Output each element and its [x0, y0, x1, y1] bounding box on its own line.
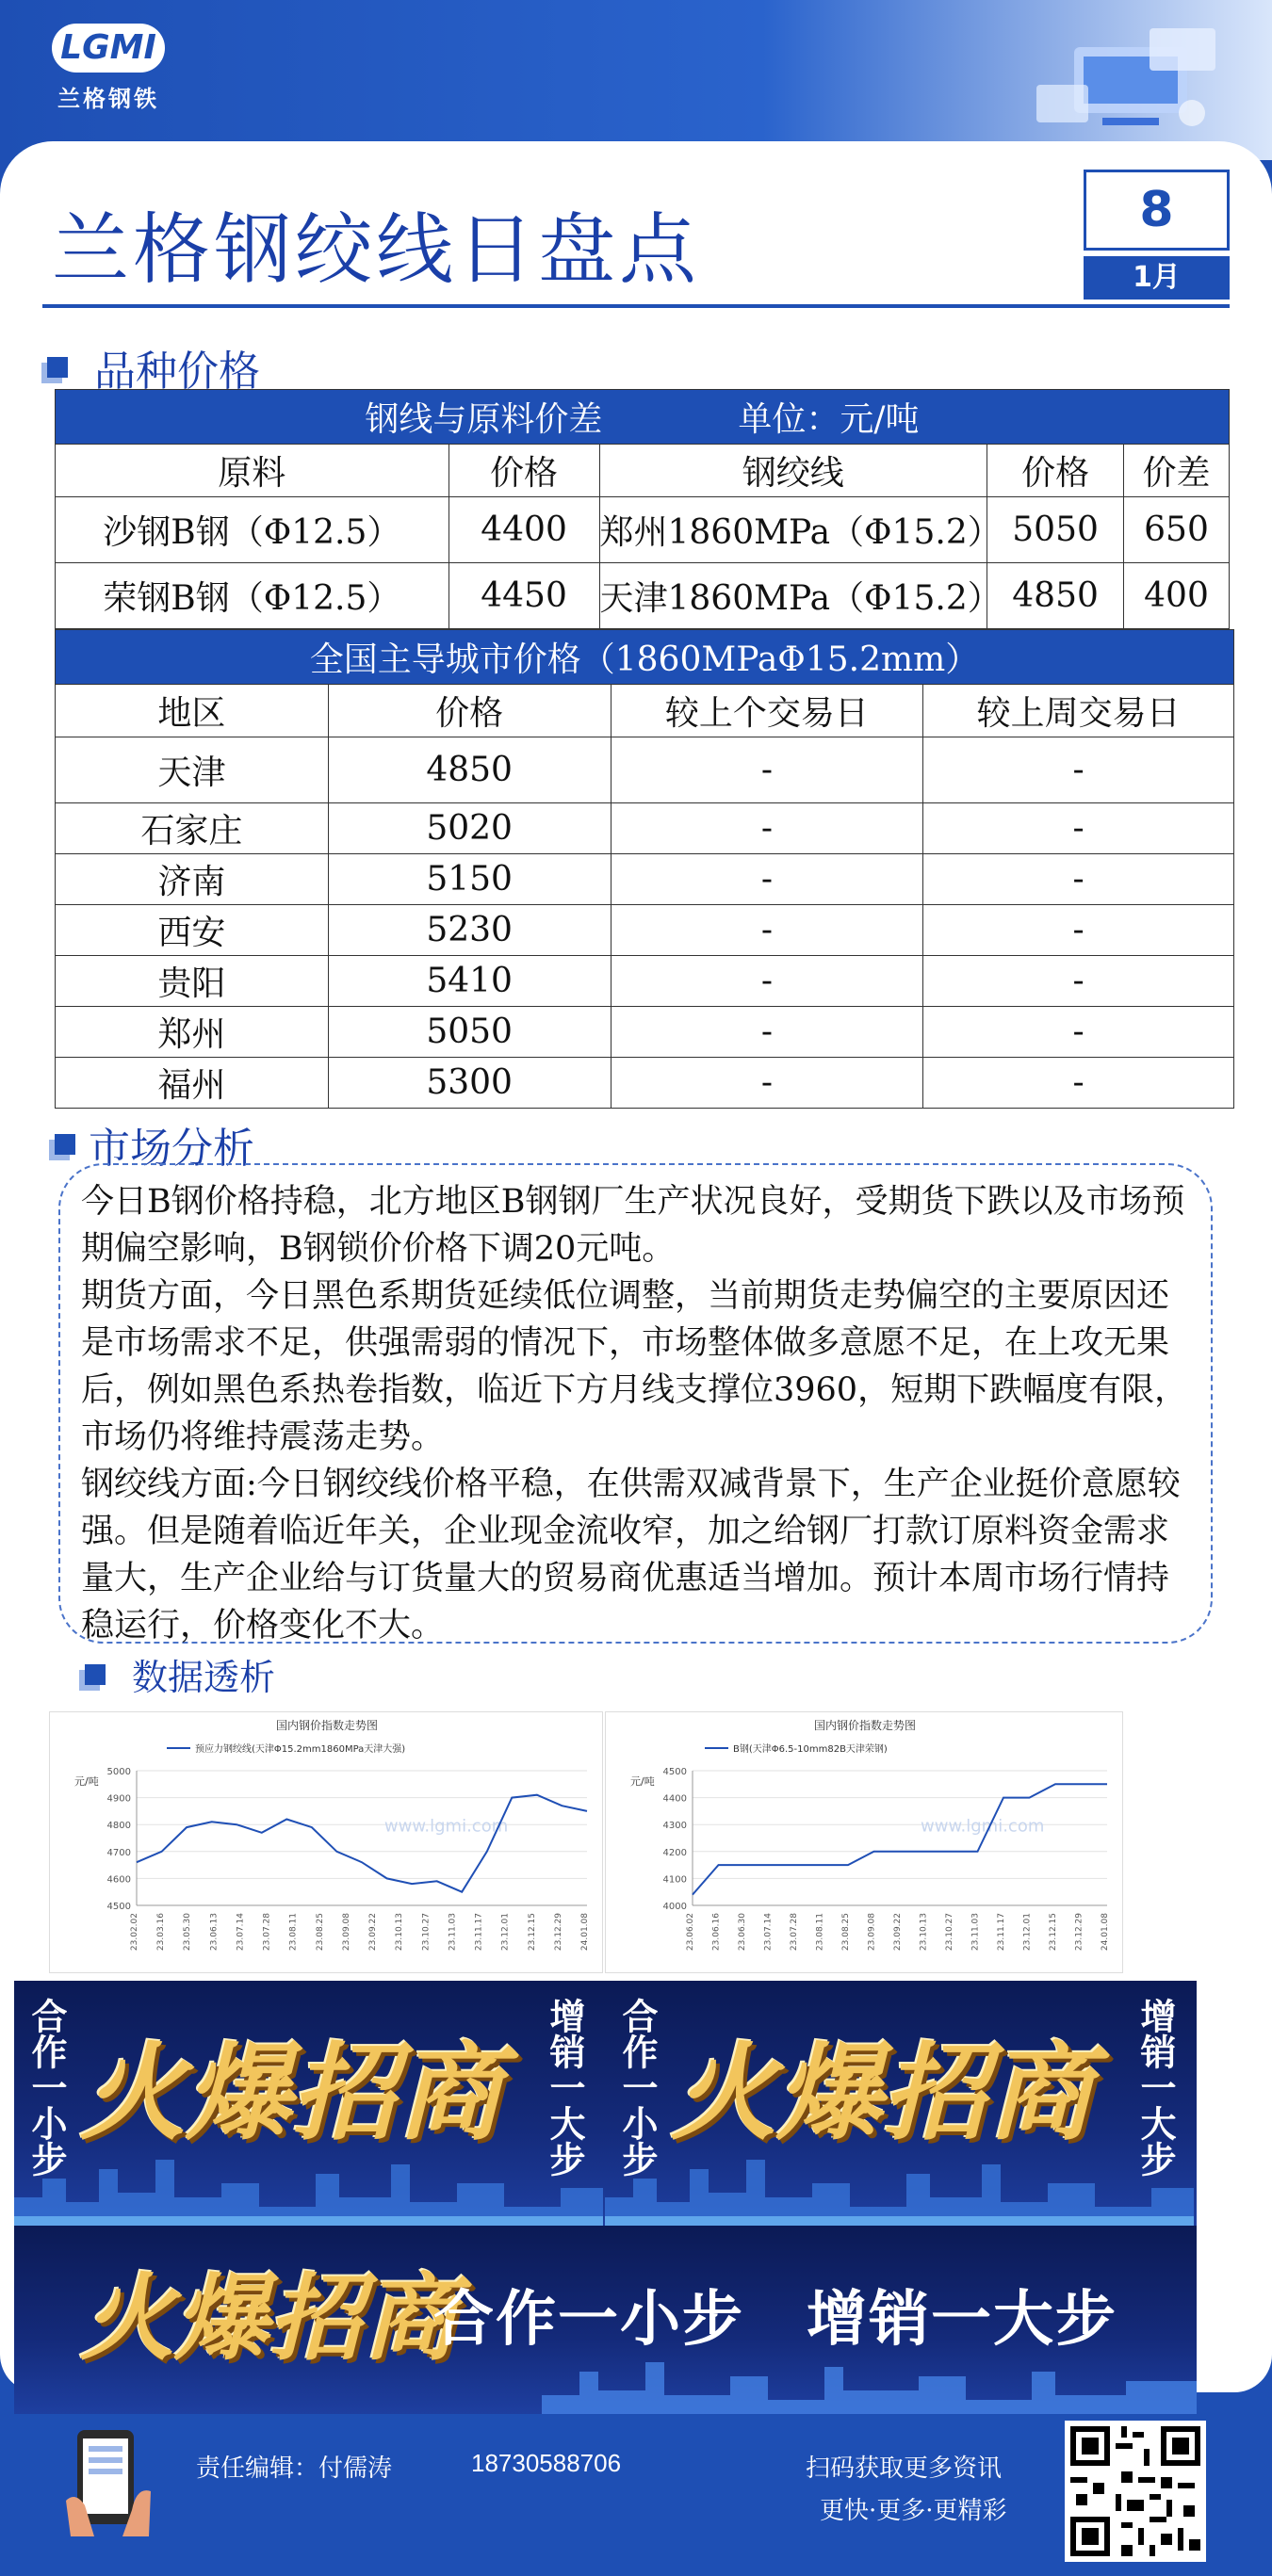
table-cell: 5050 [987, 497, 1124, 563]
table-row [56, 803, 1234, 854]
table-cell: - [611, 956, 923, 1007]
x-tick-label: 23.09.08 [341, 1913, 351, 1952]
x-tick-label: 23.06.16 [711, 1913, 722, 1952]
table-cell: - [923, 1007, 1234, 1058]
x-tick-label: 24.01.08 [580, 1913, 590, 1952]
y-tick-label: 4700 [106, 1847, 131, 1858]
y-tick-label: 4900 [106, 1793, 131, 1805]
skyline-icon [14, 2141, 603, 2226]
date-box [1084, 170, 1230, 301]
y-tick-label: 4400 [662, 1793, 687, 1805]
chart-svg [50, 1712, 604, 1974]
section-title: 数据透析 [132, 1657, 276, 1698]
chart-svg [606, 1712, 1124, 1974]
table-cell: 贵阳 [56, 956, 329, 1007]
table-cell: 5050 [328, 1007, 611, 1058]
section-bullet-icon [47, 357, 68, 378]
table-row [56, 956, 1234, 1007]
table-cell: - [923, 854, 1234, 905]
table-cell: - [923, 737, 1234, 803]
analysis-paragraph: 期货方面，今日黑色系期货延续低位调整，当前期货走势偏空的主要原因还是市场需求不足，供强需弱的情况下，市场整体做多意愿不足，在上攻无果后，例如黑色系热卷指数，临近下方月线支撑位3960，短期下跌幅度有限，市场仍将维持震荡走势。 [81, 1277, 1188, 1456]
title-divider [42, 304, 1230, 308]
y-tick-label: 4200 [662, 1847, 687, 1858]
date-month: 1月 [1084, 256, 1230, 300]
table-cell: 5410 [328, 956, 611, 1007]
table-row [56, 854, 1234, 905]
chart-title: 国内钢价指数走势图 [813, 1719, 917, 1732]
y-axis-label: 元/吨 [630, 1775, 655, 1788]
page-title: 兰格钢绞线日盘点 [52, 205, 701, 295]
x-tick-label: 23.11.03 [970, 1913, 981, 1952]
x-tick-label: 23.10.13 [395, 1913, 405, 1952]
y-tick-label: 4500 [106, 1902, 131, 1912]
banner-big-text: 火爆招商 [671, 2032, 1093, 2155]
x-tick-label: 24.01.08 [1101, 1913, 1110, 1952]
x-tick-label: 23.08.11 [288, 1913, 299, 1952]
x-tick-label: 23.06.30 [738, 1913, 747, 1952]
y-tick-label: 4300 [662, 1821, 687, 1832]
x-tick-label: 23.10.13 [919, 1913, 929, 1952]
x-tick-label: 23.05.30 [183, 1913, 193, 1952]
watermark: www.lgmi.com [921, 1816, 1045, 1837]
x-tick-label: 23.06.13 [209, 1913, 220, 1952]
banner-left-text: 合作一小步 [25, 1998, 67, 2177]
table-row [56, 1007, 1234, 1058]
table-row [56, 497, 1230, 563]
table-cell: - [611, 737, 923, 803]
x-tick-label: 23.11.17 [474, 1913, 484, 1952]
table-cell: 天津1860MPa（Φ15.2） [599, 563, 987, 629]
phone-hand-icon [66, 2425, 151, 2538]
footer [0, 2392, 1272, 2576]
tech-illustration-icon [1008, 9, 1234, 151]
banner-slogan: 合作一小步 增销一大步 [433, 2285, 1117, 2355]
x-tick-label: 23.12.01 [500, 1913, 511, 1952]
y-tick-label: 4500 [662, 1767, 687, 1777]
city-table-caption: 全国主导城市价格（1860MPaΦ15.2mm） [56, 630, 1234, 685]
x-tick-label: 23.12.15 [527, 1913, 537, 1952]
legend-label: B钢(天津Φ6.5-10mm82B天津荣钢) [733, 1744, 888, 1755]
qr-slogan: 更快·更多·更精彩 [820, 2497, 1007, 2525]
city-header: 较上个交易日 [611, 685, 923, 737]
banner-right-text: 增销一大步 [544, 1998, 585, 2177]
table-cell: 郑州1860MPa（Φ15.2） [599, 497, 987, 563]
chart-title: 国内钢价指数走势图 [275, 1719, 379, 1732]
x-tick-label: 23.08.25 [315, 1913, 325, 1952]
editor-phone: 18730588706 [471, 2449, 622, 2477]
table-cell: 福州 [56, 1058, 329, 1109]
qr-caption: 扫码获取更多资讯 [806, 2454, 1003, 2483]
section-title: 市场分析 [89, 1125, 254, 1173]
table-cell: 4850 [987, 563, 1124, 629]
promo-banner-top[interactable] [14, 1981, 1197, 2226]
legend-label: 预应力钢绞线(天津Φ15.2mm1860MPa天津大强) [195, 1744, 406, 1755]
table-cell: 4850 [328, 737, 611, 803]
banner-left-text: 合作一小步 [616, 1998, 658, 2177]
banner-half [605, 1981, 1194, 2226]
x-tick-label: 23.09.22 [893, 1913, 903, 1952]
table-cell: 郑州 [56, 1007, 329, 1058]
banner-big-text: 火爆招商 [80, 2262, 457, 2373]
y-tick-label: 4000 [662, 1902, 687, 1912]
table-cell: 济南 [56, 854, 329, 905]
table-cell: - [611, 1058, 923, 1109]
qr-code-icon[interactable] [1065, 2421, 1206, 2562]
x-tick-label: 23.02.02 [130, 1913, 139, 1952]
table-cell: 荣钢B钢（Φ12.5） [56, 563, 449, 629]
spread-header: 钢绞线 [599, 445, 987, 497]
table-cell: 天津 [56, 737, 329, 803]
table-cell: - [611, 1007, 923, 1058]
table-row [56, 737, 1234, 803]
x-tick-label: 23.10.27 [945, 1913, 954, 1952]
x-tick-label: 23.10.27 [421, 1913, 432, 1952]
y-axis-label: 元/吨 [74, 1775, 99, 1788]
x-tick-label: 23.09.08 [867, 1913, 877, 1952]
date-day: 8 [1084, 170, 1230, 251]
table-cell: - [611, 905, 923, 956]
banner-half [14, 1981, 603, 2226]
table-cell: 4400 [448, 497, 599, 563]
x-tick-label: 23.12.29 [1074, 1913, 1084, 1952]
table-cell: 400 [1124, 563, 1230, 629]
table-cell: 石家庄 [56, 803, 329, 854]
logo-brand: 兰格钢铁 [57, 86, 159, 112]
table-row [56, 563, 1230, 629]
section-heading-data [85, 1648, 275, 1700]
spread-header: 价格 [448, 445, 599, 497]
table-cell: - [923, 1058, 1234, 1109]
section-bullet-icon [55, 1134, 75, 1155]
table-cell: - [923, 905, 1234, 956]
analysis-paragraph: 钢绞线方面:今日钢绞线价格平稳，在供需双减背景下，生产企业挺价意愿较强。但是随着临近年关，企业现金流收窄，加之给钢厂打款订原料资金需求量大，生产企业给与订货量大的贸易商优惠适当增加。预计本周市场行情持稳运行，价格变化不大。 [81, 1466, 1181, 1644]
series-line [137, 1795, 587, 1892]
x-tick-label: 23.07.28 [790, 1913, 799, 1952]
city-header: 价格 [328, 685, 611, 737]
x-tick-label: 23.09.22 [368, 1913, 379, 1952]
city-price-table [55, 629, 1234, 1109]
market-analysis-box [58, 1163, 1213, 1644]
section-title: 品种价格 [94, 348, 260, 396]
editor-name: 责任编辑：付儒涛 [196, 2454, 393, 2483]
y-tick-label: 5000 [106, 1767, 131, 1777]
x-tick-label: 23.12.15 [1049, 1913, 1058, 1952]
city-header: 较上周交易日 [923, 685, 1234, 737]
logo-badge: LGMI [52, 24, 165, 73]
watermark: www.lgmi.com [383, 1816, 509, 1837]
x-tick-label: 23.11.03 [448, 1913, 458, 1952]
x-tick-label: 23.12.01 [1022, 1913, 1033, 1952]
city-header: 地区 [56, 685, 329, 737]
table-cell: 5300 [328, 1058, 611, 1109]
table-cell: 西安 [56, 905, 329, 956]
x-tick-label: 23.03.16 [156, 1913, 167, 1952]
x-tick-label: 23.07.14 [763, 1913, 774, 1952]
analysis-paragraph: 今日B钢价格持稳，北方地区B钢钢厂生产状况良好，受期货下跌以及市场预期偏空影响，B钢锁价价格下调20元吨。 [81, 1183, 1185, 1268]
spread-header: 价差 [1124, 445, 1230, 497]
x-tick-label: 23.11.17 [997, 1913, 1006, 1952]
spread-table [55, 389, 1230, 629]
x-tick-label: 23.08.11 [815, 1913, 825, 1952]
spread-table-caption: 钢线与原料价差 单位：元/吨 [56, 390, 1230, 445]
table-row [56, 905, 1234, 956]
x-tick-label: 23.06.02 [686, 1913, 695, 1952]
y-tick-label: 4100 [662, 1874, 687, 1886]
table-cell: - [611, 803, 923, 854]
x-tick-label: 23.07.28 [262, 1913, 272, 1952]
skyline-icon [605, 2141, 1194, 2226]
table-cell: 4450 [448, 563, 599, 629]
table-cell: 5230 [328, 905, 611, 956]
table-cell: 5150 [328, 854, 611, 905]
section-bullet-icon [85, 1664, 106, 1685]
logo [42, 24, 174, 118]
table-cell: - [923, 956, 1234, 1007]
promo-banner-bottom[interactable] [14, 2226, 1197, 2414]
y-tick-label: 4600 [106, 1874, 131, 1886]
table-cell: 沙钢B钢（Φ12.5） [56, 497, 449, 563]
banner-right-text: 增销一大步 [1134, 1998, 1176, 2177]
spread-header: 原料 [56, 445, 449, 497]
table-cell: - [923, 803, 1234, 854]
chart-steel-strand [49, 1711, 603, 1973]
table-cell: 650 [1124, 497, 1230, 563]
spread-header: 价格 [987, 445, 1124, 497]
chart-b-steel [605, 1711, 1123, 1973]
x-tick-label: 23.07.14 [236, 1913, 246, 1952]
table-cell: 5020 [328, 803, 611, 854]
table-cell: - [611, 854, 923, 905]
x-tick-label: 23.12.29 [553, 1913, 563, 1952]
y-tick-label: 4800 [106, 1821, 131, 1832]
table-row [56, 1058, 1234, 1109]
x-tick-label: 23.08.25 [841, 1913, 851, 1952]
banner-big-text: 火爆招商 [80, 2032, 502, 2155]
